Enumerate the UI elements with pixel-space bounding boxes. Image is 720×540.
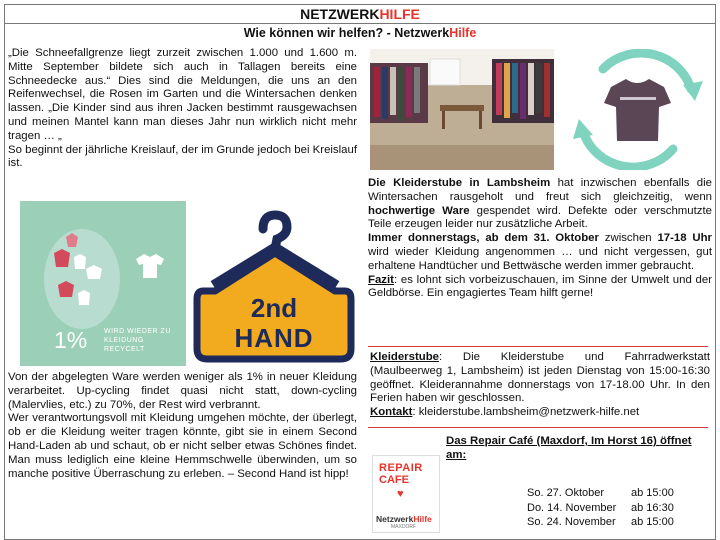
logo-line-4: MAXDORF [391, 524, 416, 530]
logo-line-3b: Hilfe [413, 514, 432, 524]
text-run: : es lohnt sich vorbeizuschauen, im Sinne der Umwelt und der Geldbörse. Ein engagiertes Team hilft gerne! [368, 273, 712, 300]
emphasis-quality: hochwertige Ware [368, 204, 470, 217]
text-run: hat inzwischen ebenfalls die Wintersachen rausgeholt und freut sich gleichzeitig, wenn [368, 177, 712, 203]
emphasis-date: Immer donnerstags, ab dem 31. Oktober [368, 232, 599, 245]
date-time: ab 16:30 [631, 501, 674, 514]
text-run: gespendet wird. Defekte oder verschmutzte Teile erzeugen leider nur zusätzliche Arbeit. [368, 204, 712, 231]
date-day: So. 27. Oktober [527, 487, 605, 499]
title-lead: Wie können wir helfen? - Netzwerk [243, 26, 450, 40]
second-hand-line1: 2nd [250, 293, 298, 323]
date-row [527, 501, 674, 516]
repair-cafe-title: Das Repair Café (Maxdorf, Im Horst 16) öffnet am: [446, 435, 692, 461]
text-run: wird wieder Kleidung angenommen … und nicht vergessen, gut erhaltene Handtücher und Bettwäsche werden immer gebraucht. [368, 245, 712, 272]
date-day: Do. 14. November [527, 501, 617, 514]
secondhand-paragraph: Wer verantwortungsvoll mit Kleidung umgehen möchte, der überlegt, ob er die Kleidung weiter tragen könnte, gibt sie in einem Second Hand-Laden ab und schaut, ob er nicht selber etwas Schönes findet. Man muss lediglich eine kleine Hemmschwelle überwinden, um so manche positive Überraschung zu erleben. – Second Hand ist hipp! [8, 412, 357, 480]
second-hand-line2: HAND [234, 323, 314, 353]
brand-part-b: HILFE [379, 6, 420, 22]
intro-paragraph-2: So beginnt der jährliche Kreislauf, der im Grunde jedoch bei Kreislauf ist. [8, 143, 357, 170]
contact-line [370, 406, 710, 420]
article-conclusion [368, 274, 712, 302]
article-paragraph-2 [368, 232, 712, 273]
second-hand-hanger-image [191, 201, 357, 366]
date-row [527, 515, 674, 530]
stat-percent: 1% [54, 327, 88, 353]
date-row [527, 486, 674, 501]
repair-cafe-dates [527, 486, 674, 530]
intro-paragraph: „Die Schneefallgrenze liegt zurzeit zwischen 1.000 und 1.600 m. Mitte September bildete sich auch in Tallagen bereits eine Schneedecke aus.“ Dies sind die Meldungen, die uns an den Reifenwechsel, die Rosen im Garten und die Wintersachen denken lassen. „Die Kinder sind aus ihren Jacken bestimmt rausgewachsen und meinen Mantel kann man dieses Jahr nun wirklich nicht mehr tragen … „ [8, 47, 357, 142]
page-title [0, 26, 720, 40]
repair-cafe-logo [372, 455, 440, 533]
contact-label: Kontakt [370, 406, 413, 419]
logo-line-2: CAFE [379, 474, 409, 486]
recycle-shirt-illustration [563, 49, 712, 170]
text-run: zwischen [598, 232, 658, 245]
logo-line-1: REPAIR [379, 462, 423, 474]
kleiderstube-article [368, 177, 712, 301]
clothing-store-photo [370, 49, 554, 170]
recycling-paragraph: Von der abgelegten Ware werden weniger als 1% in neuer Kleidung verarbeitet. Up-cycling findet quasi nicht statt, down-cycling (Malervlies, etc.) zu 70%, der Rest wird verbrannt. [8, 371, 357, 411]
intro-text-block [8, 47, 357, 171]
article-paragraph-1 [368, 177, 712, 232]
text-run: : Die Kleiderstube und Fahrradwerkstatt (Maulbeerweg 1, Lambsheim) ist jeden Dienstag von 15:00-16:30 geöffnet. Kleiderannahme donnerstags von 17-18.00 Uhr. In den Ferien haben wir geschlossen. [370, 351, 710, 405]
recycling-stat-image [20, 201, 186, 366]
recycling-text-block [8, 371, 357, 481]
title-brand: Hilfe [449, 26, 477, 40]
fazit-label: Fazit [368, 273, 394, 286]
contact-email-link[interactable]: : kleiderstube.lambsheim@netzwerk-hilfe.net [412, 406, 640, 419]
info-text [370, 351, 710, 406]
logo-line-3 [376, 514, 432, 524]
repair-cafe-block [446, 435, 706, 462]
newsletter-header [4, 4, 716, 24]
heart-icon: ♥ [397, 488, 404, 500]
info-box [370, 351, 710, 420]
stat-caption: WIRD WIEDER ZU KLEIDUNG RECYCELT [104, 328, 171, 353]
emphasis-time: 17-18 Uhr [657, 232, 712, 245]
date-time: ab 15:00 [631, 487, 674, 499]
divider [368, 427, 708, 428]
logo-line-3a: Netzwerk [376, 514, 414, 524]
date-day: So. 24. November [527, 516, 616, 528]
store-name: Die Kleiderstube in Lambsheim [368, 177, 551, 189]
info-label: Kleiderstube [370, 351, 439, 363]
divider [368, 346, 708, 347]
brand-part-a: NETZWERK [300, 6, 380, 22]
date-time: ab 15:00 [631, 516, 674, 528]
